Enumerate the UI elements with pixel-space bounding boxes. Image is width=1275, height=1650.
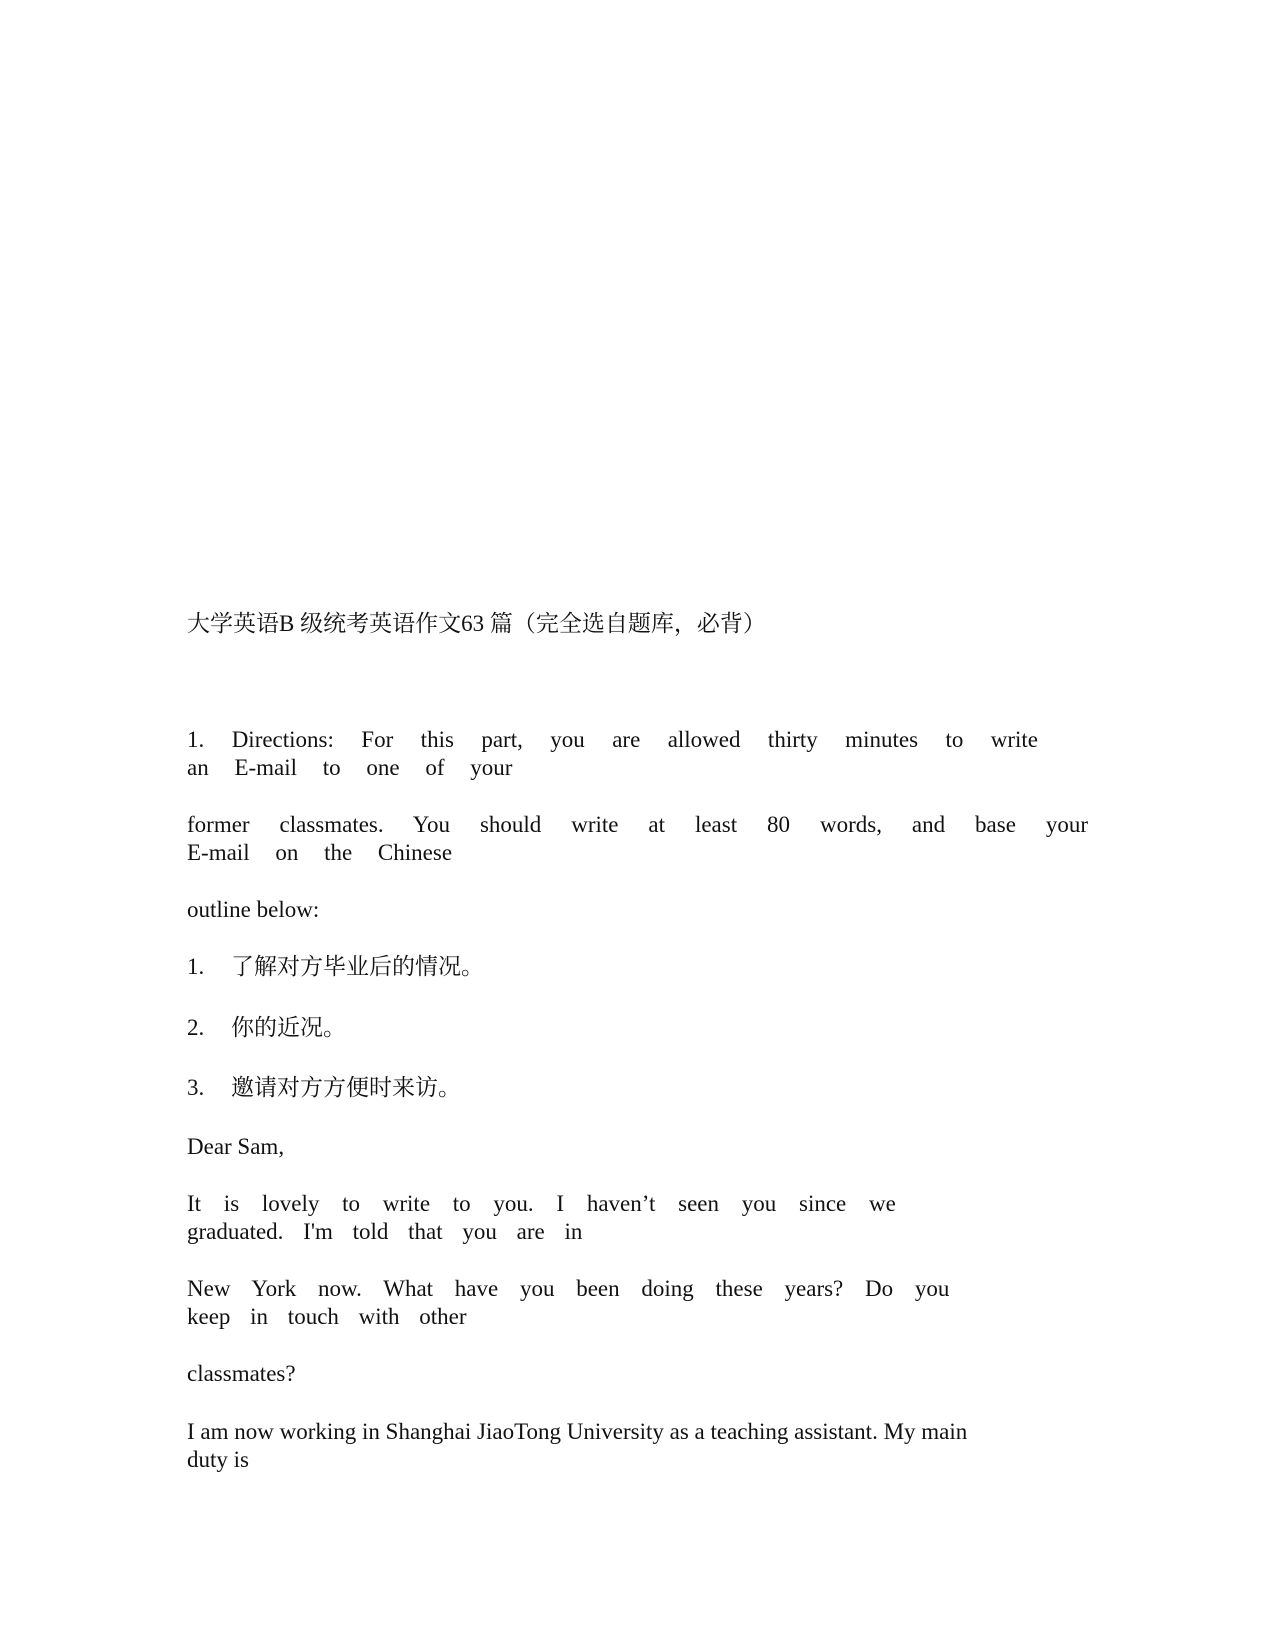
letter-line-6: I am now working in Shanghai JiaoTong University as a teaching assistant. My main [187,1419,968,1444]
letter-line-4: keep in touch with other [187,1304,467,1329]
question-number: 1. [187,727,205,752]
directions-line-5: outline below: [187,897,320,922]
directions-line-4: E-mail on the Chinese [187,840,453,865]
letter-greeting: Dear Sam, [187,1134,285,1159]
letter-line-1: It is lovely to write to you. I haven’t seen you since we [187,1191,896,1216]
directions-line-1: 1. Directions: For this part, you are allowed thirty minutes to write [187,727,1039,752]
outline-item: 1. 了解对方毕业后的情况。 [187,954,484,979]
document-title: 大学英语B 级统考英语作文63 篇（完全选自题库，必背） [187,611,766,636]
letter-line-2: graduated. I'm told that you are in [187,1219,583,1244]
directions-line-3: former classmates. You should write at least 80 words, and base your [187,812,1088,837]
directions-line-2: an E-mail to one of your [187,755,513,780]
outline-item: 2. 你的近况。 [187,1015,346,1040]
letter-line-3: New York now. What have you been doing these years? Do you [187,1276,950,1301]
letter-line-5: classmates? [187,1361,296,1386]
outline-item: 3. 邀请对方方便时来访。 [187,1075,461,1100]
letter-line-7: duty is [187,1447,249,1472]
